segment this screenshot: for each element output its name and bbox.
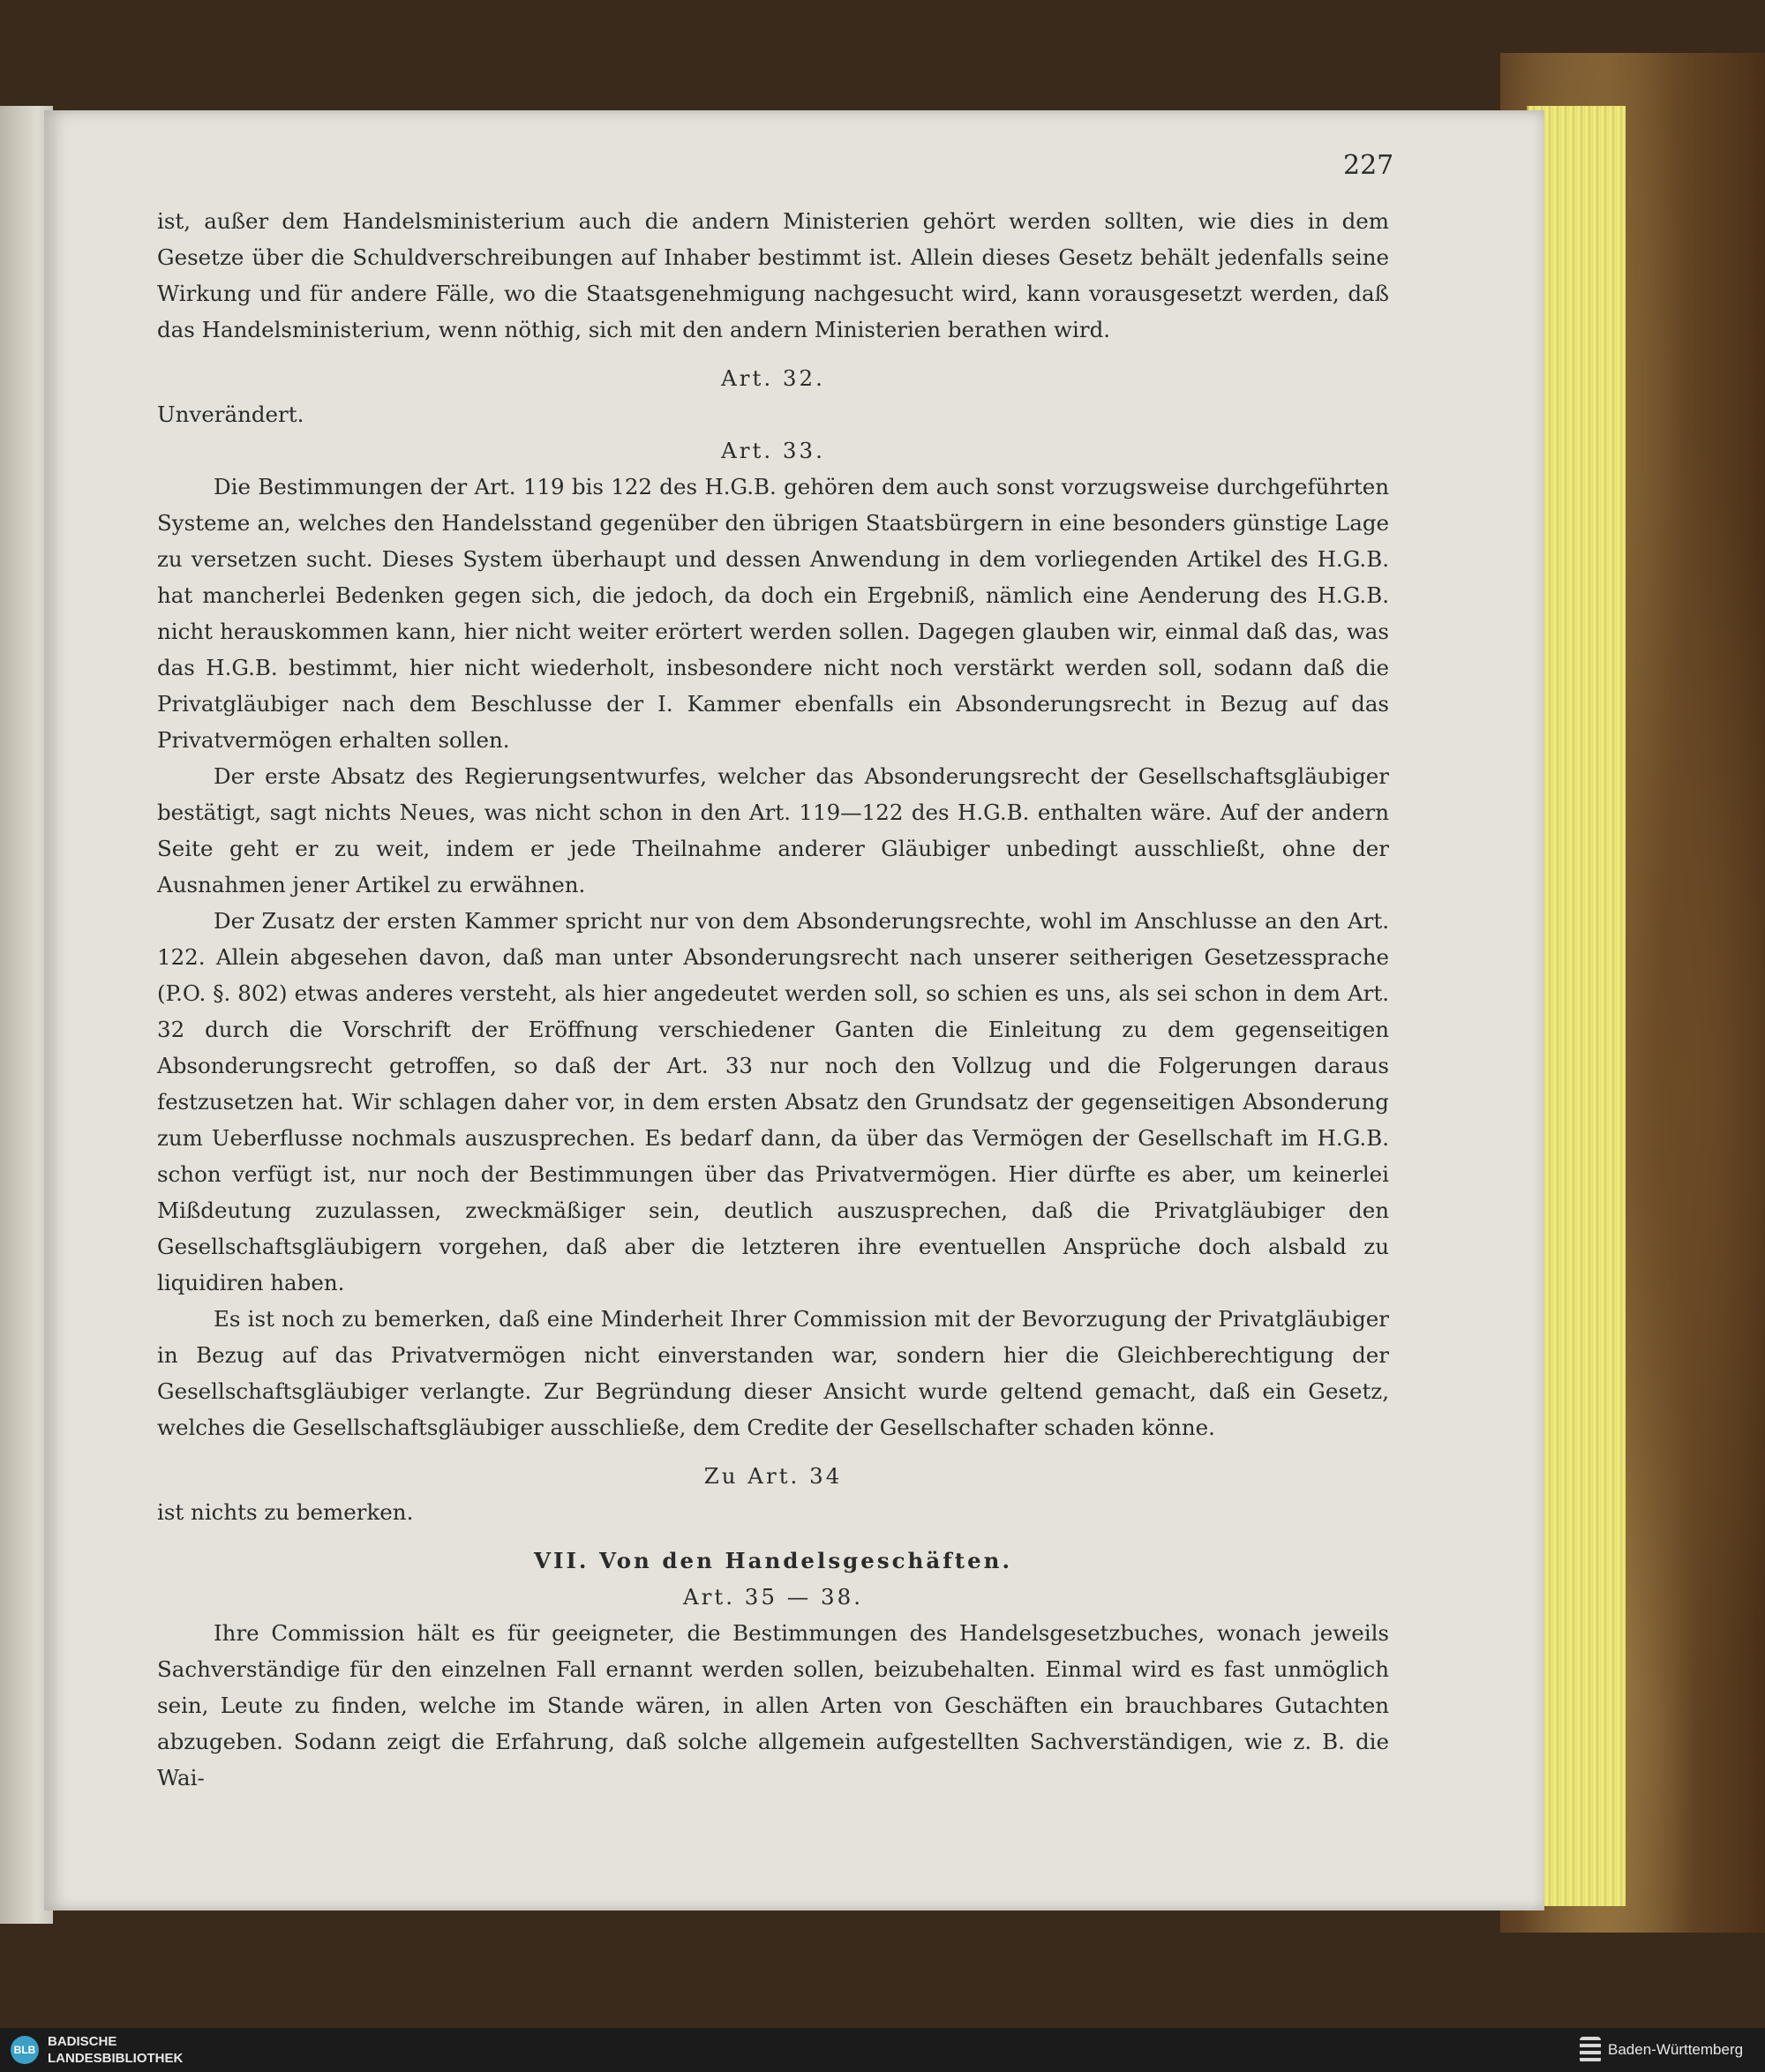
art32-heading: Art. 32.	[721, 365, 825, 391]
footer-bar	[0, 2028, 1765, 2072]
paragraph-intro: ist, außer dem Handelsministerium auch die andern Ministerien gehört werden sollten, wie dies in dem Gesetze über die Schuldverschreibungen auf Inhaber bestimmt ist. Allein dieses Gesetz behält jedenfalls seine Wirkung und für andere Fälle, wo die Staatsgenehmigung nachgesucht wird, kann vorausgesetzt werden, daß das Handelsministerium, wenn nöthig, sich mit den andern Ministerien berathen wird.	[157, 208, 1389, 342]
art33-paragraph-2: Der erste Absatz des Regierungsentwurfes, welcher das Absonderungsrecht der Gesellschaftsgläubiger bestätigt, sagt nichts Neues, was nicht schon in den Art. 119—122 des H.G.B. enthalten wäre. Auf der andern Seite geht er zu weit, indem er jede Theilnahme anderer Gläubiger unbedingt ausschließt, ohne der Ausnahmen jener Artikel zu erwähnen.	[157, 763, 1389, 897]
library-name-line-1: BADISCHE	[48, 2034, 117, 2049]
library-name[interactable]	[48, 2033, 183, 2067]
section7-subheading: Art. 35 — 38.	[682, 1584, 864, 1610]
library-name-line-2: LANDESBIBLIOTHEK	[48, 2051, 184, 2066]
art34-heading: Zu Art. 34	[703, 1463, 843, 1489]
art32-text: Unverändert.	[157, 402, 304, 427]
page-number: 227	[1343, 150, 1394, 181]
page-text	[157, 203, 1389, 1796]
art34-text: ist nichts zu bemerken.	[157, 1499, 414, 1525]
section7-paragraph-1: Ihre Commission hält es für geeigneter, die Bestimmungen des Handelsgesetzbuches, wonach jeweils Sachverständige für den einzelnen Fall ernannt werden sollen, beizubehalten. Einmal wird es fast unmöglich sein, Leute zu finden, welche im Stande wären, in allen Arten von Geschäften ein brauchbares Gutachten abzugeben. Sodann zeigt die Erfahrung, daß solche allgemein aufgestellten Sachverständigen, wie z. B. die Wai-	[157, 1620, 1389, 1790]
art33-paragraph-1: Die Bestimmungen der Art. 119 bis 122 des H.G.B. gehören dem auch sonst vorzugsweise durchgeführten Systeme an, welches den Handelsstand gegenüber den übrigen Staatsbürgern in eine besonders günstige Lage zu versetzen sucht. Dieses System überhaupt und dessen Anwendung in dem vorliegenden Artikel des H.G.B. hat mancherlei Bedenken gegen sich, die jedoch, da doch ein Ergebniß, nämlich eine Aenderung des H.G.B. nicht herauskommen kann, hier nicht weiter erörtert werden sollen. Dagegen glauben wir, einmal daß das, was das H.G.B. bestimmt, hier nicht wiederholt, insbesondere nicht noch verstärkt werden soll, sodann daß die Privatgläubiger nach dem Beschlusse der I. Kammer ebenfalls ein Absonderungsrecht in Bezug auf das Privatvermögen erhalten sollen.	[157, 474, 1389, 753]
state-name[interactable]: Baden-Württemberg	[1608, 2041, 1744, 2058]
art33-paragraph-3: Der Zusatz der ersten Kammer spricht nur von dem Absonderungsrechte, wohl im Anschlusse an den Art. 122. Allein abgesehen davon, daß man unter Absonderungsrecht nach unserer seitherigen Gesetzessprache (P.O. §. 802) etwas anderes versteht, als hier angedeutet werden soll, so schien es uns, als sei schon in dem Art. 32 durch die Vorschrift der Eröffnung verschiedener Ganten die Einleitung zu dem gegenseitigen Absonderungsrecht getroffen, so daß der Art. 33 nur noch den Vollzug und die Folgerungen daraus festzusetzen hat. Wir schlagen daher vor, in dem ersten Absatz den Grundsatz der gegenseitigen Absonderung zum Ueberflusse nochmals auszusprechen. Es bedarf dann, da über das Vermögen der Gesellschaft im H.G.B. schon verfügt ist, nur noch der Bestimmungen über das Privatvermögen. Hier dürfte es aber, um keinerlei Mißdeutung zuzulassen, zweckmäßiger sein, deutlich auszusprechen, daß die Privatgläubiger den Gesellschaftsgläubigern vorgehen, daß aber die letzteren ihre eventuellen Ansprüche doch alsbald zu liquidiren haben.	[157, 908, 1389, 1295]
art33-paragraph-4: Es ist noch zu bemerken, daß eine Minderheit Ihrer Commission mit der Bevorzugung der Privatgläubiger in Bezug auf das Privatvermögen nicht einverstanden war, sondern hier die Gleichberechtigung der Gesellschaftsgläubiger verlangte. Zur Begründung dieser Ansicht wurde geltend gemacht, daß ein Gesetz, welches die Gesellschaftsgläubiger ausschließe, dem Credite der Gesellschafter schaden könne.	[157, 1306, 1389, 1440]
art33-heading: Art. 33.	[721, 438, 825, 463]
section7-heading: VII. Von den Handelsgeschäften.	[533, 1548, 1013, 1573]
blb-logo-icon[interactable]: BLB	[11, 2036, 39, 2064]
state-coat-of-arms-icon	[1580, 2037, 1601, 2063]
